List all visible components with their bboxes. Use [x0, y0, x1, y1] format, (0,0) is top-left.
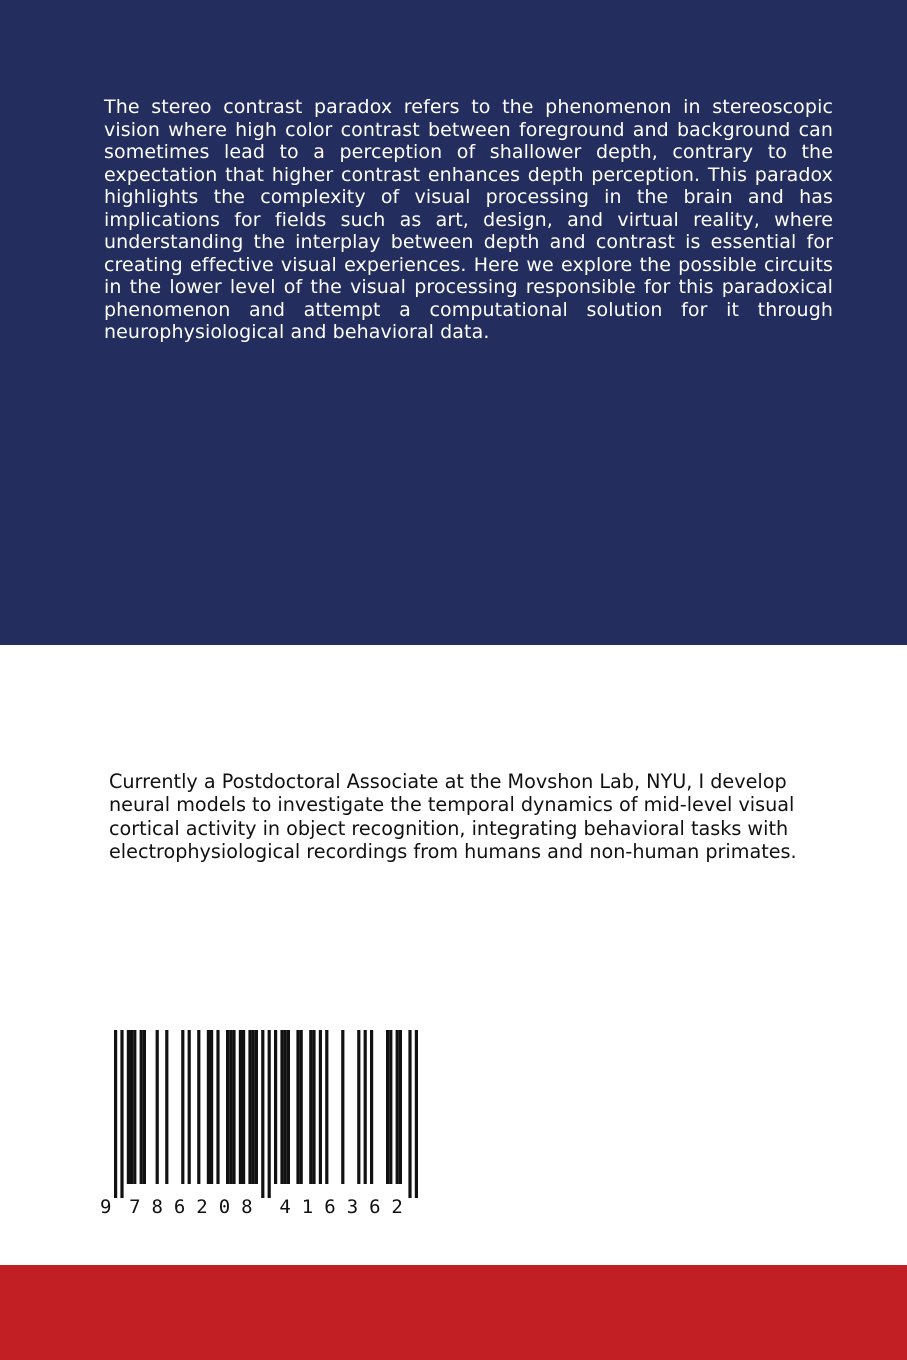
barcode-bar [389, 1030, 392, 1184]
barcode-digit: 9 [100, 1196, 112, 1218]
barcode-digit: 6 [173, 1196, 186, 1218]
barcode-bar [300, 1030, 303, 1184]
cover-bottom-band [0, 1265, 907, 1360]
barcode-bar [207, 1030, 210, 1184]
barcode-guard-bar [408, 1030, 411, 1198]
barcode-bar [364, 1030, 367, 1184]
barcode-bar [255, 1030, 258, 1184]
barcode-bar [341, 1030, 344, 1184]
barcode-digit: 6 [369, 1196, 381, 1218]
barcode-bar [284, 1030, 287, 1184]
barcode-bar [296, 1030, 299, 1184]
barcode-bar [140, 1030, 143, 1184]
barcode-bar [242, 1030, 245, 1184]
barcode-bar [386, 1030, 389, 1184]
barcode-digit: 0 [218, 1196, 231, 1218]
barcode-bar [181, 1030, 184, 1184]
book-blurb: The stereo contrast paradox refers to the phenomenon in stereoscopic vision where high color contrast between foreground and background can sometimes lead to a perception of shallower depth, contrary to the expectation that higher contrast enhances depth perception. This paradox highlights the complexity of visual processing in the brain and has implications for fields such as art, design, and virtual reality, where understanding the interplay between depth and contrast is essential for creating effective visual experiences. Here we explore the possible circuits in the lower level of the visual processing responsible for this paradoxical phenomenon and attempt a computational solution for it through neurophysiological and behavioral data. [104, 96, 833, 343]
author-bio: Currently a Postdoctoral Associate at the Movshon Lab, NYU, I develop neural models to investigate the temporal dynamics of mid-level visual cortical activity in object recognition, integrating behavioral tasks with electrophysiological recordings from humans and non-human primates. [109, 770, 797, 863]
barcode-digit: 1 [301, 1196, 314, 1218]
barcode-bar [127, 1030, 130, 1184]
barcode-bar [216, 1030, 219, 1184]
barcode-bar [229, 1030, 232, 1184]
barcode-digit: 8 [151, 1196, 163, 1218]
barcode-digit: 4 [279, 1196, 291, 1218]
barcode-bar [165, 1030, 168, 1184]
barcode-bar [130, 1030, 133, 1184]
barcode-bar [312, 1030, 315, 1184]
barcode-bar [232, 1030, 235, 1184]
barcode-bar [280, 1030, 283, 1184]
barcode-digit: 2 [391, 1196, 403, 1218]
barcode-bar [309, 1030, 312, 1184]
isbn-barcode [100, 1030, 430, 1225]
cover-top-panel [0, 0, 907, 645]
barcode-bar [226, 1030, 229, 1184]
barcode-digit: 2 [196, 1196, 208, 1218]
barcode-bar [370, 1030, 373, 1184]
barcode-bar [248, 1030, 251, 1184]
barcode-bar [197, 1030, 200, 1184]
barcode-digit: 7 [129, 1196, 141, 1218]
barcode-bar [143, 1030, 146, 1184]
barcode-digits [100, 1196, 430, 1222]
barcode-bar [274, 1030, 277, 1184]
barcode-bar [319, 1030, 322, 1184]
barcode-bar [252, 1030, 255, 1184]
barcode-bar [156, 1030, 159, 1184]
barcode-guard-bar [261, 1030, 264, 1198]
barcode-digit: 3 [346, 1196, 359, 1218]
barcode-digit: 6 [324, 1196, 336, 1218]
barcode-guard-bar [114, 1030, 117, 1198]
barcode-guard-bar [268, 1030, 271, 1198]
barcode-bar [325, 1030, 328, 1184]
barcode-bar [357, 1030, 360, 1184]
barcode-bars [100, 1030, 430, 1200]
barcode-guard-bar [415, 1030, 418, 1198]
barcode-bar [396, 1030, 399, 1184]
barcode-bar [133, 1030, 136, 1184]
barcode-bar [210, 1030, 213, 1184]
barcode-guard-bar [120, 1030, 123, 1198]
barcode-bar [188, 1030, 191, 1184]
barcode-bar [287, 1030, 290, 1184]
barcode-bar [399, 1030, 402, 1184]
barcode-bar [239, 1030, 242, 1184]
barcode-digit: 8 [241, 1196, 253, 1218]
